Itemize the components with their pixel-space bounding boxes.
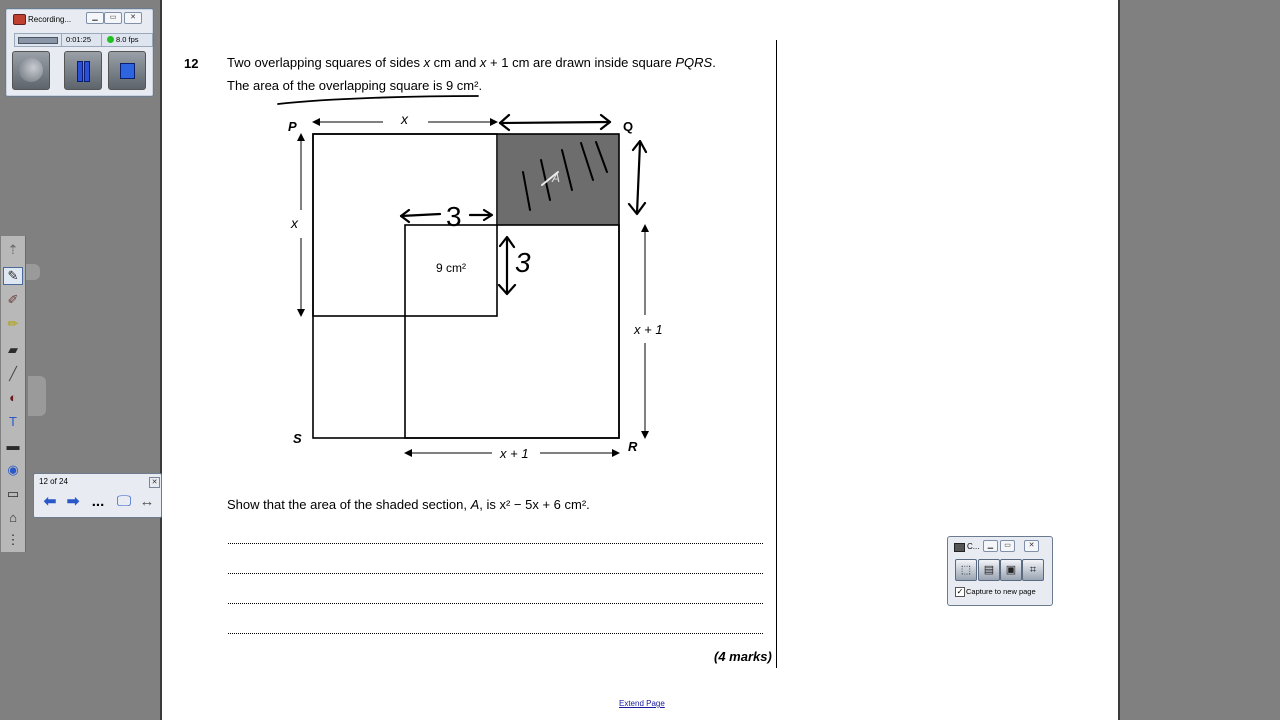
area-capture-icon[interactable]: ⬚ bbox=[955, 559, 977, 581]
recorder-window[interactable] bbox=[5, 8, 154, 97]
window-capture-icon[interactable]: ▤ bbox=[978, 559, 1000, 581]
toolbar-flyout-tab[interactable] bbox=[28, 376, 46, 416]
ink-label-vertical-3: 3 bbox=[515, 247, 531, 278]
close-icon[interactable]: ✕ bbox=[149, 477, 160, 488]
capture-window[interactable] bbox=[947, 536, 1053, 606]
question-variable: x bbox=[423, 55, 431, 70]
corner-label-q: Q bbox=[623, 119, 634, 134]
pen-icon bbox=[19, 58, 43, 82]
question-text-part: + 1 cm are drawn inside square bbox=[486, 55, 676, 70]
question-number: 12 bbox=[184, 56, 199, 71]
fill-icon[interactable]: ▬ bbox=[6, 438, 20, 453]
bottom-dimension-label: x + 1 bbox=[500, 446, 529, 461]
arrow-left-icon[interactable]: ⬅ bbox=[43, 493, 57, 510]
screen-capture-icon[interactable]: ▣ bbox=[1000, 559, 1022, 581]
audio-level-meter bbox=[15, 34, 62, 46]
ink-underline bbox=[278, 96, 478, 104]
question-text-part: cm and bbox=[430, 55, 480, 70]
restore-button[interactable]: ▭ bbox=[104, 12, 122, 24]
more-button[interactable]: ... bbox=[91, 493, 105, 510]
fps-value: 8.0 fps bbox=[116, 35, 139, 44]
square-x-plus-1 bbox=[405, 225, 619, 438]
recorder-title: Recording... bbox=[28, 15, 72, 24]
page-navigation bbox=[33, 473, 162, 518]
audio-level-fill bbox=[18, 37, 58, 44]
pen-tool-icon[interactable]: ✎ bbox=[3, 267, 23, 285]
top-dimension-label: x bbox=[401, 111, 408, 127]
overlap-area-label: 9 cm² bbox=[436, 261, 466, 275]
question-variable: x bbox=[479, 55, 487, 70]
shapes-icon[interactable]: ◐ bbox=[9, 390, 17, 405]
left-dimension-label: x bbox=[291, 215, 298, 231]
eraser-icon[interactable]: ▰ bbox=[8, 342, 18, 357]
prompt-variable: A bbox=[470, 497, 480, 512]
prompt-text: Show that the area of the shaded section, bbox=[227, 497, 471, 512]
recorder-status-bar bbox=[14, 33, 153, 47]
corner-label-s: S bbox=[293, 431, 302, 446]
stop-icon bbox=[120, 63, 135, 79]
expand-icon[interactable]: ↔ bbox=[139, 493, 155, 510]
question-variable: PQRS bbox=[675, 55, 713, 70]
capture-new-page-checkbox[interactable]: ✓ bbox=[956, 587, 964, 596]
close-button[interactable]: ✕ bbox=[124, 12, 142, 24]
question-text-part: Two overlapping squares of sides bbox=[227, 55, 424, 70]
status-dot-icon bbox=[107, 36, 114, 43]
more-tools-icon[interactable]: ⋮ bbox=[6, 532, 20, 547]
magic-pen-icon[interactable]: ◉ bbox=[7, 462, 19, 477]
line-icon[interactable]: ╱ bbox=[9, 366, 17, 381]
screen-shade-icon[interactable]: ▭ bbox=[6, 486, 20, 501]
extend-page-link[interactable]: Extend Page bbox=[619, 699, 665, 708]
prompt-expression: x² − 5x + 6 cm². bbox=[499, 497, 590, 512]
camera-icon bbox=[954, 543, 965, 552]
display-icon[interactable]: 🖵 bbox=[116, 493, 132, 510]
question-line-2: The area of the overlapping square is 9 cm². bbox=[227, 78, 483, 93]
corner-label-r: R bbox=[628, 439, 638, 454]
toolbar-flyout-tab[interactable] bbox=[26, 264, 40, 280]
pen-button[interactable] bbox=[12, 51, 50, 90]
close-button[interactable]: ✕ bbox=[1024, 540, 1039, 552]
pause-icon bbox=[77, 61, 83, 82]
arrow-right-icon[interactable]: ➡ bbox=[66, 493, 80, 510]
elapsed-time: 0:01:25 bbox=[62, 34, 102, 46]
freehand-capture-icon[interactable]: ⌗ bbox=[1022, 559, 1044, 581]
stop-button[interactable] bbox=[108, 51, 146, 90]
fps-indicator bbox=[103, 34, 152, 46]
prompt-text: , is bbox=[479, 497, 500, 512]
minimize-button[interactable]: ▁ bbox=[983, 540, 998, 552]
marks-label: (4 marks) bbox=[714, 649, 772, 664]
pause-icon bbox=[84, 61, 90, 82]
minimize-button[interactable]: ▁ bbox=[86, 12, 104, 24]
select-icon[interactable]: ⇡ bbox=[7, 242, 19, 257]
creative-pen-icon[interactable]: ✐ bbox=[7, 292, 19, 307]
restore-button[interactable]: ▭ bbox=[1000, 540, 1015, 552]
page-counter: 12 of 24 bbox=[39, 477, 68, 486]
corner-label-p: P bbox=[288, 119, 297, 134]
pause-button[interactable] bbox=[64, 51, 102, 90]
highlighter-icon[interactable]: ✏ bbox=[7, 316, 19, 331]
ink-arrow-top bbox=[500, 122, 610, 123]
capture-new-page-label: Capture to new page bbox=[966, 587, 1036, 596]
shaded-label-a: A bbox=[552, 171, 561, 185]
ink-arrow-right bbox=[637, 143, 640, 213]
drawing-toolbar bbox=[1, 236, 26, 552]
recorder-icon bbox=[13, 14, 26, 25]
text-icon[interactable]: T bbox=[9, 414, 17, 429]
capture-tool-icon[interactable]: ⌂ bbox=[9, 510, 17, 525]
capture-title: C... bbox=[967, 542, 980, 551]
ink-label-horizontal-3: 3 bbox=[446, 201, 462, 232]
right-dimension-label: x + 1 bbox=[634, 322, 663, 337]
question-text-part: . bbox=[712, 55, 716, 70]
